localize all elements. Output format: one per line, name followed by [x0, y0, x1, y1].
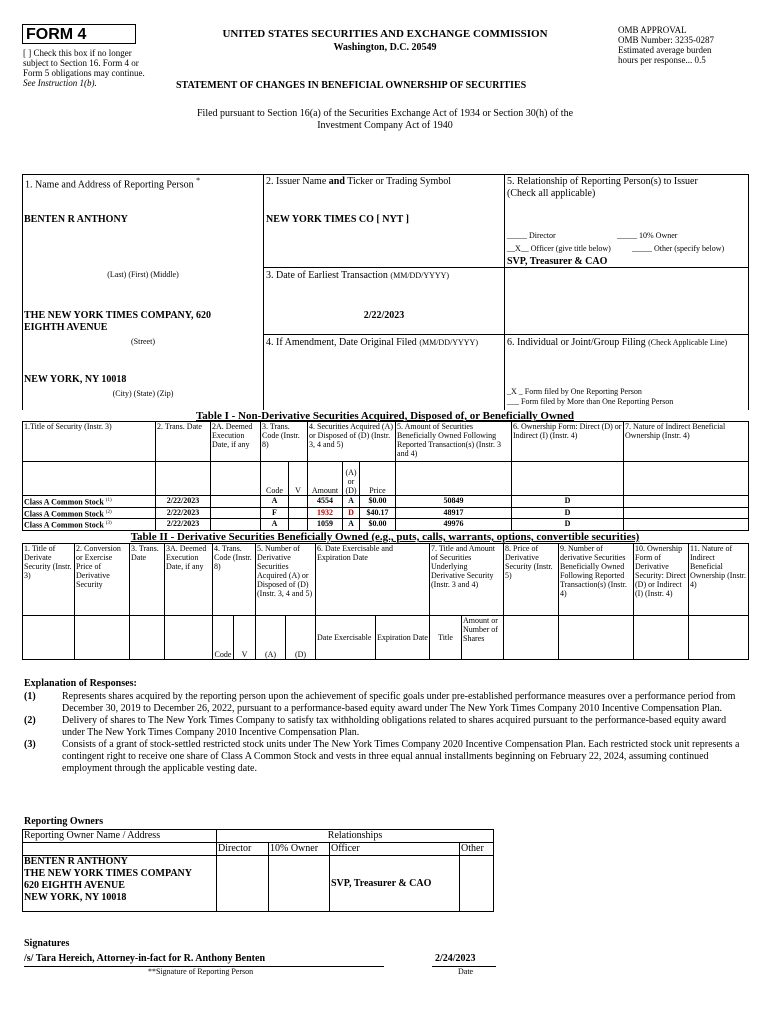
table-row — [23, 496, 749, 508]
t2-sub-v: V — [234, 616, 256, 660]
filed-by-more: ___ Form filed by More than One Reporting Person — [507, 397, 674, 406]
explanation-number: (1) — [24, 691, 36, 702]
ten-pct-owner-checkbox: _____ 10% Owner — [617, 231, 678, 240]
owner-officer-value: SVP, Treasurer & CAO — [330, 856, 460, 912]
t2-sub-expiration: Expiration Date — [376, 616, 430, 660]
explanation-text: Represents shares acquired by the reporting person upon the achievement of specific goals under pre-established performance measures over a performance period from December 30, 2019 to December 26, 2022, pursuant to a performance-based equity award under The New York Times Company 2010 Incentive Compensation Plan. — [62, 691, 736, 714]
signatures-heading: Signatures — [24, 938, 70, 949]
t2-h-nature: 11. Nature of Indirect Beneficial Ownership (Instr. 4) — [689, 544, 749, 616]
t1-h-deemed: 2A. Deemed Execution Date, if any — [211, 422, 261, 462]
other-checkbox: _____ Other (specify below) — [632, 244, 725, 253]
owners-col-officer: Officer — [330, 843, 460, 856]
t1-cell-amount: 1932 — [308, 507, 343, 519]
t1-cell-price: $40.17 — [360, 507, 396, 519]
table1 — [22, 421, 749, 531]
footnote-ref: (3) — [105, 521, 112, 527]
t1-h-title: 1.Title of Security (Instr. 3) — [23, 422, 156, 462]
table1-title: Table I - Non-Derivative Securities Acquired, Disposed of, or Beneficially Owned — [195, 410, 575, 422]
signer-name: /s/ Tara Hereich, Attorney-in-fact for R. Anthony Benten — [24, 953, 266, 964]
t2-sub-code: Code — [213, 616, 234, 660]
t1-cell-title: Class A Common Stock $^{(2)}$ — [23, 507, 156, 519]
t1-h-ownership-form: 6. Ownership Form: Direct (D) or Indirect (I) (Instr. 4) — [512, 422, 624, 462]
t1-cell-price: $0.00 — [360, 496, 396, 508]
owners-col-relationships: Relationships — [217, 830, 494, 843]
reporting-owners-table — [22, 829, 494, 912]
t1-cell-ad: A — [343, 519, 360, 531]
explanation-heading: Explanation of Responses: — [24, 678, 137, 689]
explanation-list — [24, 691, 746, 775]
table-row — [23, 519, 749, 531]
owner-name-address: BENTEN R ANTHONY THE NEW YORK TIMES COMPANY 620 EIGHTH AVENUE NEW YORK, NY 10018 — [23, 856, 217, 912]
t2-h-code: 4. Trans. Code (Instr. 8) — [213, 544, 256, 616]
t1-cell-code: A — [261, 496, 289, 508]
street-caption: (Street) — [131, 337, 155, 346]
t2-sub-d: (D) — [286, 616, 316, 660]
t1-cell-price: $0.00 — [360, 519, 396, 531]
owners-col-name: Reporting Owner Name / Address — [23, 830, 217, 843]
t2-h-number-owned: 9. Number of derivative Securities Beneficially Owned Following Reported Transaction(s) (Instr. 4) — [559, 544, 634, 616]
t1-h-securities: 4. Securities Acquired (A) or Disposed of (D) (Instr. 3, 4 and 5) — [308, 422, 396, 462]
t2-sub-amount: Amount or Number of Shares — [462, 616, 504, 660]
explanation-number: (3) — [24, 739, 36, 750]
t2-sub-title: Title — [430, 616, 462, 660]
t1-cell-title: Class A Common Stock $^{(3)}$ — [23, 519, 156, 531]
filed-by-one: _X _ Form filed by One Reporting Person — [507, 387, 642, 396]
omb-approval: OMB APPROVAL OMB Number: 3235-0287 Estimated average burden hours per response... 0.5 — [618, 25, 714, 65]
t1-cell-owned: 50849 — [396, 496, 512, 508]
t1-cell-amount: 1059 — [308, 519, 343, 531]
t1-sub-code: Code — [261, 462, 289, 496]
signature-caption: **Signature of Reporting Person — [148, 967, 254, 976]
t1-cell-form: D — [512, 496, 624, 508]
t1-cell-date: 2/22/2023 — [156, 496, 211, 508]
explanation-number: (2) — [24, 715, 36, 726]
t1-sub-v: V — [289, 462, 308, 496]
footnote-ref: (2) — [105, 509, 112, 515]
t2-h-exercisable: 6. Date Exercisable and Expiration Date — [316, 544, 430, 616]
city-caption: (City) (State) (Zip) — [112, 389, 174, 398]
t1-cell-owned: 49976 — [396, 519, 512, 531]
owners-col-other: Other — [460, 843, 494, 856]
explanation-item — [24, 691, 746, 715]
t1-sub-amount: Amount — [308, 462, 343, 496]
box1-label: 1. Name and Address of Reporting Person * — [25, 176, 201, 191]
t1-h-trans-date: 2. Trans. Date — [156, 422, 211, 462]
explanation-item — [24, 739, 746, 775]
reporting-person-name: BENTEN R ANTHONY — [24, 214, 128, 225]
director-checkbox: _____ Director — [507, 231, 556, 240]
checkbox-notice: [ ] Check this box if no longer subject to Section 16. Form 4 or Form 5 obligations may continue. See Instruction 1(b). — [23, 48, 145, 88]
t1-cell-date: 2/22/2023 — [156, 507, 211, 519]
t1-cell-code: A — [261, 519, 289, 531]
filed-pursuant: Filed pursuant to Section 16(a) of the Securities Exchange Act of 1934 or Section 30(h) of the Investment Company Act of 1940 — [196, 108, 574, 131]
t2-h-trans-date: 3. Trans. Date — [130, 544, 165, 616]
box5-label: 5. Relationship of Reporting Person(s) to Issuer (Check all applicable) — [507, 176, 698, 199]
table2 — [22, 543, 749, 660]
agency-name: UNITED STATES SECURITIES AND EXCHANGE COMMISSION — [222, 28, 548, 40]
t1-cell-title: Class A Common Stock $^{(1)}$ — [23, 496, 156, 508]
t1-h-code: 3. Trans. Code (Instr. 8) — [261, 422, 308, 462]
t2-h-title: 1. Title of Derivate Security (Instr. 3) — [23, 544, 75, 616]
reporting-street: THE NEW YORK TIMES COMPANY, 620 EIGHTH AVENUE — [24, 310, 212, 333]
officer-checkbox: __X__ Officer (give title below) — [507, 244, 611, 253]
footnote-ref: (1) — [105, 498, 112, 503]
explanation-item — [24, 715, 746, 739]
t1-cell-form: D — [512, 507, 624, 519]
agency-location: Washington, D.C. 20549 — [333, 42, 437, 53]
box3-label: 3. Date of Earliest Transaction (MM/DD/YYYY) — [266, 270, 450, 281]
earliest-transaction-date: 2/22/2023 — [363, 310, 405, 321]
table2-title: Table II - Derivative Securities Beneficially Owned (e.g., puts, calls, warrants, options, convertible securities) — [130, 531, 640, 543]
t2-h-deemed: 3A. Deemed Execution Date, if any — [165, 544, 213, 616]
t2-h-conversion: 2. Conversion or Exercise Price of Derivative Security — [75, 544, 130, 616]
see-instruction: See Instruction 1(b). — [23, 78, 97, 88]
explanation-text: Delivery of shares to The New York Times Company to satisfy tax withholding obligations related to shares acquired pursuant to the performance-based equity award under The New York Times Company 2010 Incentive Compensation Plan. — [62, 715, 727, 738]
t1-sub-price: Price — [360, 462, 396, 496]
statement-title: STATEMENT OF CHANGES IN BENEFICIAL OWNERSHIP OF SECURITIES — [176, 80, 527, 91]
explanation-text: Consists of a grant of stock-settled restricted stock units under The New York Times Company 2020 Incentive Compensation Plan. Each restricted stock unit represents a contingent right to receive one share of Class A Common Stock and vests in three equal annual installments beginning on February 22, 2024, assuming continued employment through the applicable vesting date. — [62, 739, 740, 774]
t2-h-underlying: 7. Title and Amount of Securities Underlying Derivative Security (Instr. 3 and 4) — [430, 544, 504, 616]
name-caption: (Last) (First) (Middle) — [107, 270, 179, 279]
t2-sub-date-exercisable: Date Exercisable — [316, 616, 376, 660]
signature-date: 2/24/2023 — [435, 953, 476, 964]
table1-rows — [23, 496, 749, 531]
owners-col-ten-pct: 10% Owner — [269, 843, 330, 856]
t1-cell-ad: D — [343, 507, 360, 519]
t2-h-number: 5. Number of Derivative Securities Acquired (A) or Disposed of (D) (Instr. 3, 4 and 5) — [256, 544, 316, 616]
t1-h-amount-owned: 5. Amount of Securities Beneficially Owned Following Reported Transaction(s) (Instr. 3 and 4) — [396, 422, 512, 462]
t1-cell-owned: 48917 — [396, 507, 512, 519]
reporting-city: NEW YORK, NY 10018 — [24, 374, 127, 385]
t1-h-nature: 7. Nature of Indirect Beneficial Ownership (Instr. 4) — [624, 422, 749, 462]
owners-col-director: Director — [217, 843, 269, 856]
t1-cell-date: 2/22/2023 — [156, 519, 211, 531]
box2-label: 2. Issuer Name and Ticker or Trading Symbol — [266, 176, 452, 187]
issuer-name: NEW YORK TIMES CO [ NYT ] — [266, 214, 409, 225]
officer-title: SVP, Treasurer & CAO — [507, 256, 608, 267]
reporting-owners-heading: Reporting Owners — [24, 816, 104, 827]
t2-sub-a: (A) — [256, 616, 286, 660]
t2-h-price: 8. Price of Derivative Security (Instr. 5) — [504, 544, 559, 616]
t1-cell-amount: 4554 — [308, 496, 343, 508]
t1-sub-ad: (A) or (D) — [343, 462, 360, 496]
box4-label: 4. If Amendment, Date Original Filed (MM/DD/YYYY) — [266, 337, 478, 348]
date-caption: Date — [458, 967, 474, 976]
t1-cell-ad: A — [343, 496, 360, 508]
t1-cell-form: D — [512, 519, 624, 531]
t2-h-ownership-form: 10. Ownership Form of Derivative Security: Direct (D) or Indirect (I) (Instr. 4) — [634, 544, 689, 616]
form-title: FORM 4 — [22, 24, 136, 44]
t1-cell-code: F — [261, 507, 289, 519]
table-row — [23, 507, 749, 519]
box6-label: 6. Individual or Joint/Group Filing (Check Applicable Line) — [507, 337, 728, 348]
